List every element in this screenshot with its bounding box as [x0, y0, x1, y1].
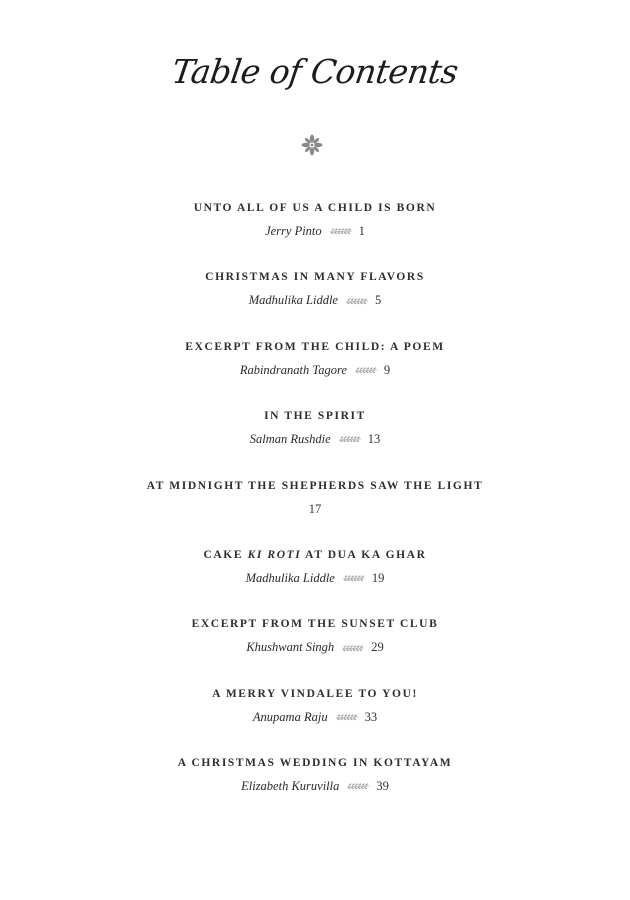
entry-meta	[0, 639, 630, 656]
entry-author: Jerry Pinto	[265, 224, 322, 238]
toc-entry[interactable]	[0, 478, 630, 547]
entry-meta	[0, 292, 630, 309]
entry-meta	[0, 501, 630, 518]
entry-meta	[0, 778, 630, 795]
entry-title	[0, 408, 630, 424]
entry-title	[0, 616, 630, 632]
entry-title-part: A CHRISTMAS WEDDING IN KOTTAYAM	[177, 757, 453, 770]
leaf-sprig-icon	[335, 713, 359, 721]
entry-title	[0, 478, 630, 494]
entry-page-number: 29	[371, 640, 384, 655]
leaf-sprig-icon	[329, 227, 353, 235]
entry-meta	[0, 431, 630, 448]
entry-title-part: A MERRY VINDALEE TO YOU!	[212, 687, 418, 700]
leaf-sprig-icon	[338, 435, 362, 443]
entry-title-part: EXCERPT FROM THE CHILD: A POEM	[185, 340, 445, 353]
entry-title	[0, 547, 630, 563]
toc-entry[interactable]	[0, 616, 630, 685]
entry-meta	[0, 709, 630, 726]
entry-page-number: 5	[374, 293, 382, 308]
toc-entry[interactable]	[0, 755, 630, 824]
toc-entry[interactable]	[0, 200, 630, 269]
entry-title-part: KI ROTI	[247, 548, 302, 561]
entry-title-part: AT DUA KA GHAR	[301, 548, 427, 561]
leaf-sprig-icon	[345, 297, 369, 305]
leaf-sprig-icon	[341, 644, 365, 652]
toc-entry[interactable]	[0, 408, 630, 477]
leaf-sprig-icon	[354, 366, 378, 374]
snowflake-icon	[301, 134, 323, 156]
entry-title-part: UNTO ALL OF US A CHILD IS BORN	[193, 202, 437, 214]
entry-title-part: IN THE SPIRIT	[264, 410, 366, 423]
leaf-sprig-icon	[346, 782, 370, 790]
entry-page-number: 17	[308, 501, 322, 516]
entry-title-part: EXCERPT FROM THE SUNSET CLUB	[191, 618, 439, 631]
entry-page-number: 13	[367, 432, 381, 447]
page-title: Table of Contents	[169, 52, 461, 91]
entry-author: Rabindranath Tagore	[239, 362, 347, 377]
entry-title-part: CAKE	[203, 548, 248, 561]
toc-entries	[0, 200, 630, 825]
entry-author: Madhulika Liddle	[248, 293, 338, 308]
entry-title	[0, 269, 630, 285]
entry-meta	[0, 362, 630, 379]
entry-page-number: 1	[358, 224, 365, 238]
entry-meta	[0, 570, 630, 587]
toc-entry[interactable]	[0, 686, 630, 755]
entry-title	[0, 200, 630, 216]
toc-entry[interactable]	[0, 269, 630, 338]
entry-author: Madhulika Liddle	[245, 570, 335, 585]
entry-author: Salman Rushdie	[249, 432, 331, 447]
entry-page-number: 19	[371, 570, 385, 585]
entry-author: Anupama Raju	[252, 709, 328, 724]
leaf-sprig-icon	[342, 574, 366, 582]
entry-title-part: CHRISTMAS IN MANY FLAVORS	[205, 271, 425, 284]
entry-title-part: AT MIDNIGHT THE SHEPHERDS SAW THE LIGHT	[146, 479, 484, 492]
entry-title	[0, 686, 630, 702]
entry-author: Khushwant Singh	[246, 640, 335, 655]
entry-page-number: 39	[376, 779, 389, 794]
entry-meta	[0, 223, 630, 240]
toc-entry[interactable]	[0, 547, 630, 616]
entry-author: Elizabeth Kuruvilla	[241, 779, 340, 794]
toc-entry[interactable]	[0, 339, 630, 408]
entry-title	[0, 755, 630, 771]
entry-page-number: 9	[383, 362, 391, 377]
entry-page-number: 33	[364, 709, 378, 724]
entry-title	[0, 339, 630, 355]
